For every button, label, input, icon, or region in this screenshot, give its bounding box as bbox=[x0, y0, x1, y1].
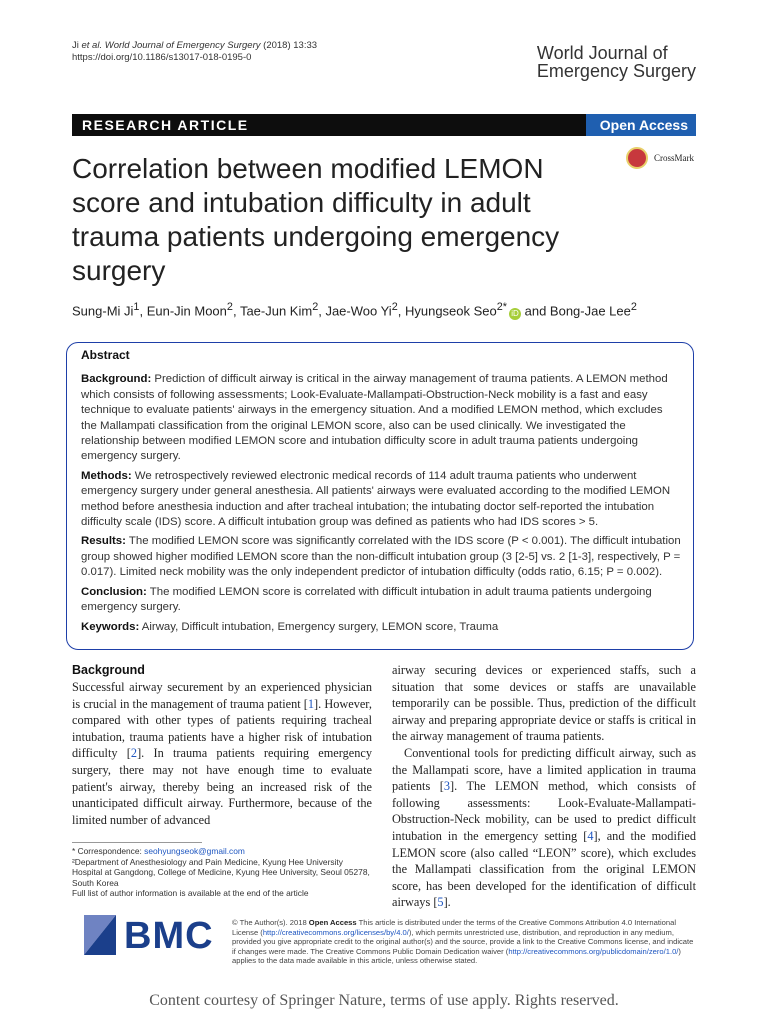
journal-name-line1: World Journal of bbox=[536, 43, 668, 63]
license-part: ), which permits unrestricted use, distribution, and reproduction in any medium, provided you give appropriate credit to the original author(s) and the source, provide a link to the Creative Commons license, and indicate if changes were made. The Creative Commons Public Domain Dedication waiver ( bbox=[232, 927, 694, 956]
author-affiliation-marker: 2* bbox=[496, 301, 507, 313]
abstract-keywords bbox=[81, 620, 681, 635]
article-type-label: RESEARCH ARTICLE bbox=[82, 117, 249, 133]
affiliation-note: ²Department of Anesthesiology and Pain Medicine, Kyung Hee University Hospital at Gangdong, College of Medicine, Kyung Hee University, Seoul 05278, South Korea bbox=[72, 856, 370, 888]
author-name: Sung-Mi Ji bbox=[72, 303, 134, 319]
abstract-methods bbox=[81, 469, 681, 531]
abstract-methods-label: Methods: bbox=[81, 469, 132, 482]
reference-link[interactable]: 1 bbox=[307, 696, 315, 711]
abstract-results-text: The modified LEMON score was significantly correlated with the IDS score (P < 0.001). The difficult intubation group showed higher modified LEMON score than the non-difficult intubation group (3 [2-5] vs. 2 [1-3], respectively, P = 0.017). Limited neck mobility was the only independent predictor of intubation difficulty (odds ratio, 6.15; P = 0.002). bbox=[81, 535, 681, 579]
orcid-icon[interactable]: iD bbox=[509, 308, 521, 320]
public-domain-link[interactable]: http://creativecommons.org/publicdomain/zero/1.0/ bbox=[508, 946, 679, 956]
author-affiliation-marker: 1 bbox=[133, 301, 140, 313]
abstract-background bbox=[81, 372, 681, 464]
footnotes bbox=[72, 846, 372, 899]
journal-name-line2: Emergency Surgery bbox=[536, 61, 696, 81]
author-affiliation-marker: 2 bbox=[391, 301, 398, 313]
article-citation bbox=[72, 40, 317, 64]
reference-link[interactable]: 2 bbox=[130, 746, 138, 761]
journal-logo bbox=[537, 44, 696, 80]
author-name: Tae-Jun Kim bbox=[239, 303, 313, 319]
citation-journal: World Journal of Emergency Surgery bbox=[102, 40, 261, 51]
abstract-conclusion bbox=[81, 585, 681, 616]
correspondence-email-link[interactable]: seohyungseok@gmail.com bbox=[144, 846, 245, 856]
paragraph-text: ]. However, compared with other types of patients requiring tracheal intubation, trauma patients have a higher risk of intubation difficulty [ bbox=[72, 696, 372, 761]
reference-link[interactable]: 4 bbox=[587, 828, 594, 843]
license-part: © The Author(s). 2018 bbox=[232, 918, 309, 927]
abstract-background-label: Background: bbox=[81, 373, 152, 386]
citation-authors: Ji bbox=[72, 40, 82, 51]
license-part: ) applies to the data made available in this article, unless otherwise stated. bbox=[232, 946, 681, 966]
paragraph-text: Conventional tools for predicting difficult airway, such as the Mallampati score, have a limited application in trauma patients [ bbox=[392, 745, 696, 794]
reference-link[interactable]: 5 bbox=[437, 895, 444, 910]
author-name: Eun-Jin Moon bbox=[146, 303, 227, 319]
bmc-logo bbox=[82, 913, 217, 958]
paragraph-text: Successful airway securement by an experienced physician is crucial in the management of trauma patient [ bbox=[72, 680, 372, 711]
correspondence-label: * Correspondence: bbox=[72, 846, 145, 856]
abstract-conclusion-label: Conclusion: bbox=[81, 585, 147, 598]
abstract-keywords-text: Airway, Difficult intubation, Emergency surgery, LEMON score, Trauma bbox=[139, 620, 499, 633]
paragraph-text: ], and the modified LEMON score (also called “LEON” score), which excludes the Mallampati classification from the original LEMON score, has been developed for the identification of difficult airways [ bbox=[392, 828, 696, 910]
abstract-results bbox=[81, 534, 681, 580]
doi-link[interactable]: https://doi.org/10.1186/s13017-018-0195-0 bbox=[72, 52, 252, 63]
article-type-banner bbox=[72, 114, 696, 136]
author-name: Bong-Jae Lee bbox=[549, 303, 631, 319]
license-text bbox=[232, 918, 698, 966]
author-name: Hyungseok Seo bbox=[404, 303, 497, 319]
author-info-note: Full list of author information is available at the end of the article bbox=[72, 888, 309, 899]
license-link[interactable]: http://creativecommons.org/licenses/by/4.0/ bbox=[262, 927, 409, 937]
bmc-logo-text: BMC bbox=[124, 915, 214, 957]
author-affiliation-marker: 2 bbox=[226, 301, 233, 313]
abstract-heading: Abstract bbox=[81, 348, 130, 362]
body-paragraph: airway securing devices or experienced staffs, such a situation that some devices or staffs are unavailable temporarily can be possible. Thus, prediction of the difficult airway and preparing appropriate device or staffs is critical in the airway management of trauma patients. bbox=[392, 663, 696, 744]
abstract-results-label: Results: bbox=[81, 535, 126, 548]
abstract-keywords-label: Keywords: bbox=[81, 620, 140, 633]
citation-etal: et al. bbox=[81, 40, 103, 51]
section-heading: Background bbox=[72, 663, 145, 677]
bmc-logo-icon bbox=[82, 913, 122, 957]
open-access-badge: Open Access bbox=[586, 114, 696, 136]
paragraph-text: ]. bbox=[443, 895, 451, 910]
citation-year: (2018) 13:33 bbox=[260, 40, 318, 51]
body-paragraph bbox=[392, 745, 696, 911]
crossmark-icon bbox=[626, 147, 648, 169]
abstract-conclusion-text: The modified LEMON score is correlated with difficult intubation in adult trauma patients undergoing emergency surgery. bbox=[81, 585, 652, 614]
author-list: Sung-Mi Ji$^1$, Eun-Jin Moon$^2$, Tae-Jun Kim$^2$, Jae-Woo Yi$^2$, Hyungseok Seo$^{2*}$iD and Bong-Jae Lee$^2$ bbox=[72, 301, 637, 319]
crossmark-label: CrossMark bbox=[654, 153, 694, 163]
crossmark-button[interactable] bbox=[626, 147, 716, 173]
courtesy-footer: Content courtesy of Springer Nature, terms of use apply. Rights reserved. bbox=[149, 992, 619, 1009]
abstract-methods-text: We retrospectively reviewed electronic medical records of 114 adult trauma patients who underwent emergency surgery under general anesthesia. All patients' airways were evaluated according to the modified LEMON method before anesthesia induction and after tracheal intubation; the intubating doctor self-reported the intubation difficulty scale (IDS) score. A difficult intubation group was defined as patients who had IDS scores > 5. bbox=[81, 469, 671, 529]
author-affiliation-marker: 2 bbox=[630, 301, 637, 313]
body-paragraph bbox=[72, 679, 372, 828]
footnote-divider bbox=[72, 842, 202, 843]
paragraph-text: ]. The LEMON method, which consists of following assessments: Look-Evaluate-Mallampati-Obstruction-Neck mobility, can be used to predict difficult intubation in the emergency setting [ bbox=[392, 779, 696, 843]
article-title: Correlation between modified LEMON score and intubation difficulty in adult trauma patients undergoing emergency surgery bbox=[72, 153, 560, 286]
author-affiliation-marker: 2 bbox=[312, 301, 319, 313]
license-open-access: Open Access bbox=[308, 918, 357, 927]
abstract-background-text: Prediction of difficult airway is critical in the airway management of trauma patients. A LEMON method which consists of following assessments; Look-Evaluate-Mallampati-Obstruction-Neck mobility is a fast and easy technique to evaluate patients' airways in the emergency situation. And a modified LEMON method, which excludes the Mallampati classification from the original LEMON score, also can be used clinically. We investigated the relationship between modified LEMON score and intubation difficulty score in adult trauma patients undergoing emergency surgery. bbox=[81, 373, 668, 463]
license-part: This article is distributed under the terms of the Creative Commons Attribution 4.0 International License ( bbox=[232, 918, 677, 937]
body-column-right bbox=[392, 662, 696, 911]
reference-link[interactable]: 3 bbox=[443, 779, 450, 794]
abstract-content bbox=[81, 348, 681, 639]
author-name: Jae-Woo Yi bbox=[325, 303, 392, 319]
paragraph-text: ]. In trauma patients requiring emergency surgery, there may not have enough time to evaluate patient's airway, thereby being an increased risk of the unanticipated difficult airway. Furthermore, because of the limited number of advanced bbox=[72, 746, 372, 827]
body-column-left bbox=[72, 662, 372, 828]
